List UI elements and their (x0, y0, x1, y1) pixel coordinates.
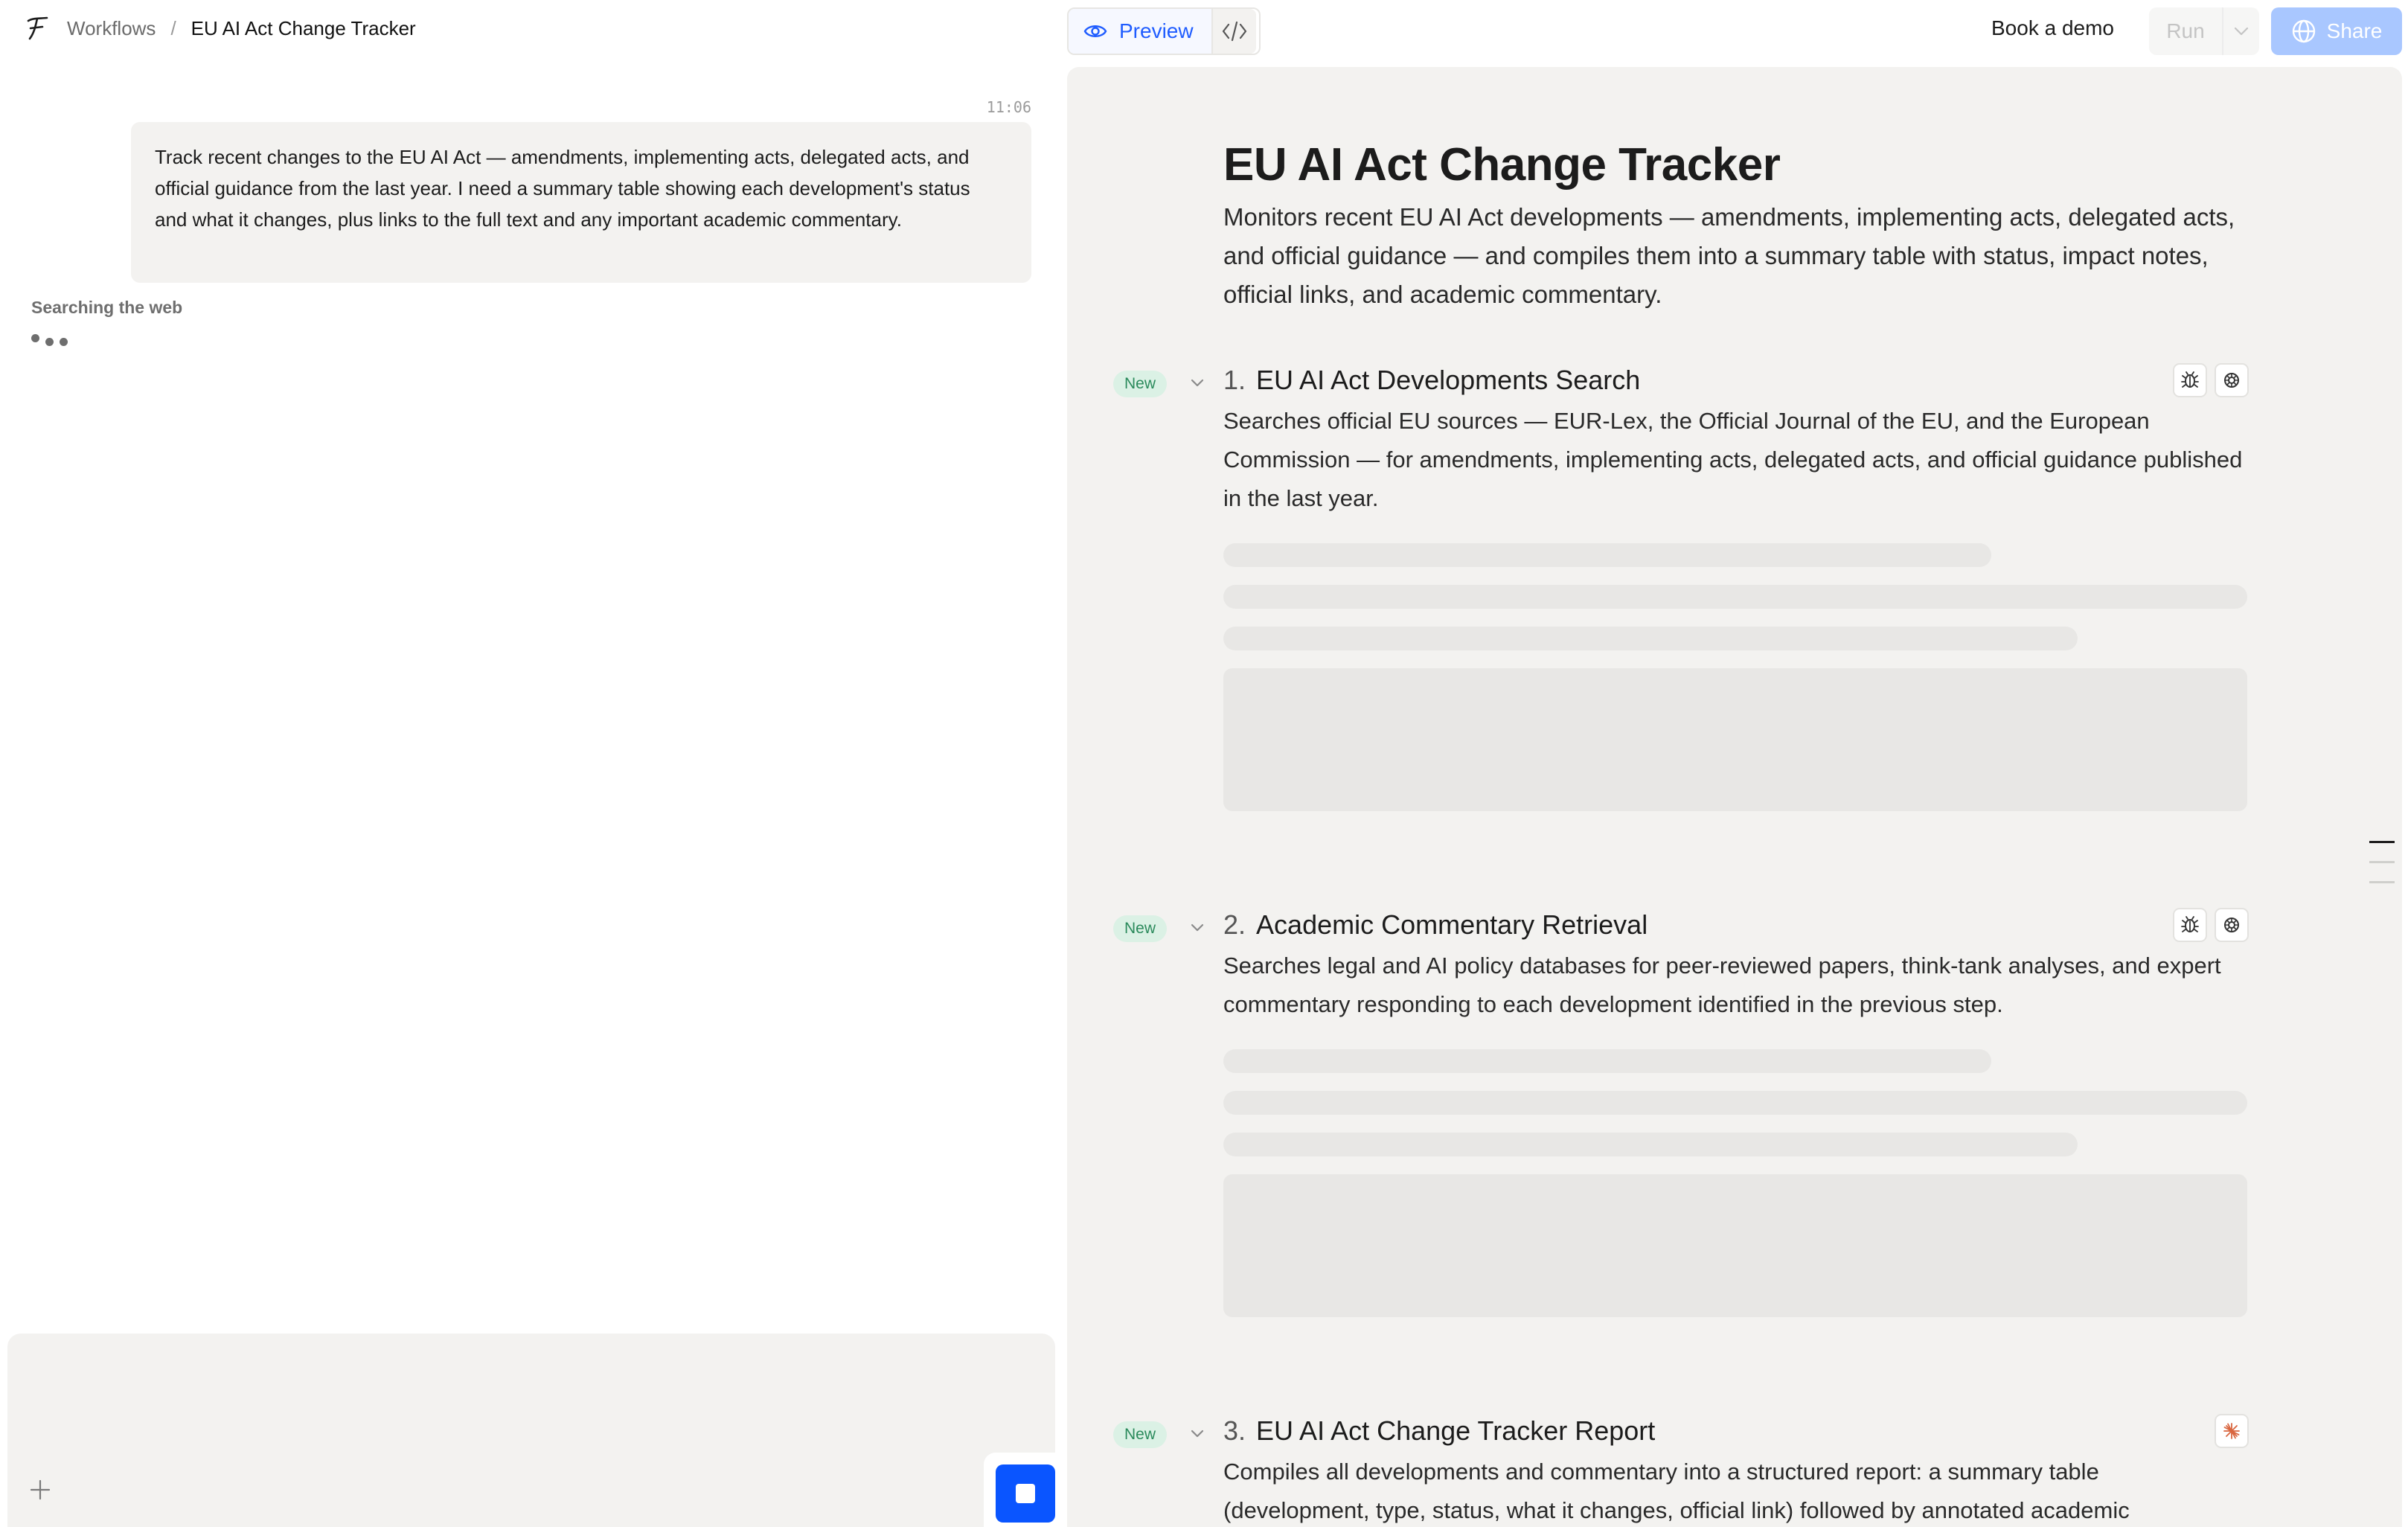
section-nav-marker[interactable] (2369, 861, 2395, 863)
collapse-chevron-down-icon[interactable] (1186, 372, 1208, 394)
new-badge: New (1113, 1421, 1167, 1448)
breadcrumb-workflows-link[interactable]: Workflows (67, 16, 156, 39)
new-badge: New (1113, 371, 1167, 397)
share-button[interactable] (2271, 7, 2402, 55)
user-message-bubble: Track recent changes to the EU AI Act — amendments, implementing acts, delegated acts, and official guidance from the last year. I need a summary table showing each development's status and what it changes, plus links to the full text and any important academic commentary. (131, 122, 1031, 283)
run-button-group (2149, 7, 2259, 55)
collapse-chevron-down-icon[interactable] (1186, 917, 1208, 939)
step-model-icons (2173, 908, 2249, 942)
agent-status-label: Searching the web (31, 298, 183, 317)
bug-icon[interactable] (2173, 363, 2207, 397)
typing-indicator-icon (31, 338, 68, 346)
step-title (1223, 1415, 1655, 1447)
claude-sparkle-icon[interactable] (2215, 1414, 2249, 1448)
step-number: 1. (1223, 365, 1246, 395)
loading-skeleton-block (1223, 668, 2247, 811)
preview-label: Preview (1119, 19, 1194, 42)
workflow-title: EU AI Act Change Tracker (1223, 139, 1781, 191)
loading-skeleton-line (1223, 627, 2078, 650)
section-nav-marker[interactable] (2369, 841, 2395, 843)
step-model-icons (2173, 363, 2249, 397)
section-navigator[interactable] (2369, 841, 2395, 883)
breadcrumb (22, 13, 416, 43)
workflow-preview-pane (1067, 67, 2402, 1527)
step-number: 2. (1223, 909, 1246, 940)
loading-skeleton-line (1223, 1133, 2078, 1156)
loading-skeleton-line (1223, 1091, 2247, 1115)
step-number: 3. (1223, 1415, 1246, 1446)
message-composer[interactable] (7, 1334, 1055, 1527)
book-demo-link[interactable]: Book a demo (1991, 16, 2114, 39)
step-title (1223, 909, 1648, 941)
ai-model-knot-icon[interactable] (2215, 363, 2249, 397)
stop-icon (1016, 1484, 1035, 1503)
attach-plus-icon[interactable] (24, 1473, 57, 1506)
eye-icon (1083, 22, 1107, 40)
view-mode-toggle (1067, 7, 1261, 55)
loading-skeleton-block (1223, 1174, 2247, 1317)
stop-generation-button[interactable] (996, 1464, 1055, 1523)
step-description: Compiles all developments and commentary into a structured report: a summary table (development, type, status, what it changes, official link) followed by annotated academic (1223, 1459, 2130, 1523)
code-icon (1221, 20, 1248, 42)
preview-tab[interactable] (1069, 9, 1211, 54)
breadcrumb-current: EU AI Act Change Tracker (190, 16, 416, 39)
run-options-chevron-down-icon[interactable] (2223, 7, 2259, 55)
bug-icon[interactable] (2173, 908, 2207, 942)
message-timestamp: 11:06 (986, 98, 1031, 116)
loading-skeleton-line (1223, 543, 1991, 567)
step-description: Searches legal and AI policy databases for peer-reviewed papers, think-tank analyses, and expert commentary responding to each development identified in the previous step. (1223, 953, 2221, 1017)
step-title-text: EU AI Act Change Tracker Report (1256, 1415, 1656, 1446)
step-title-text: Academic Commentary Retrieval (1256, 909, 1648, 940)
run-button[interactable]: Run (2149, 7, 2223, 55)
chat-pane (0, 0, 1066, 1527)
share-label: Share (2326, 19, 2383, 42)
new-badge: New (1113, 915, 1167, 942)
globe-icon (2291, 19, 2316, 44)
loading-skeleton-line (1223, 585, 2247, 609)
workflow-description: Monitors recent EU AI Act developments — amendments, implementing acts, delegated acts, and official guidance — and compiles them into a summary table with status, impact notes, official links, and academic commentary. (1223, 203, 2235, 308)
section-nav-marker[interactable] (2369, 881, 2395, 883)
step-title-text: EU AI Act Developments Search (1256, 365, 1641, 395)
collapse-chevron-down-icon[interactable] (1186, 1423, 1208, 1445)
app-logo-icon[interactable] (22, 13, 52, 43)
loading-skeleton-line (1223, 1049, 1991, 1073)
ai-model-knot-icon[interactable] (2215, 908, 2249, 942)
breadcrumb-separator: / (170, 16, 176, 39)
step-title (1223, 365, 1640, 396)
step-description: Searches official EU sources — EUR-Lex, the Official Journal of the EU, and the European Commission — for amendments, implementing acts, delegated acts, and official guidance published in the last year. (1223, 408, 2243, 511)
code-tab[interactable] (1211, 9, 1256, 54)
step-model-icons (2215, 1414, 2249, 1448)
